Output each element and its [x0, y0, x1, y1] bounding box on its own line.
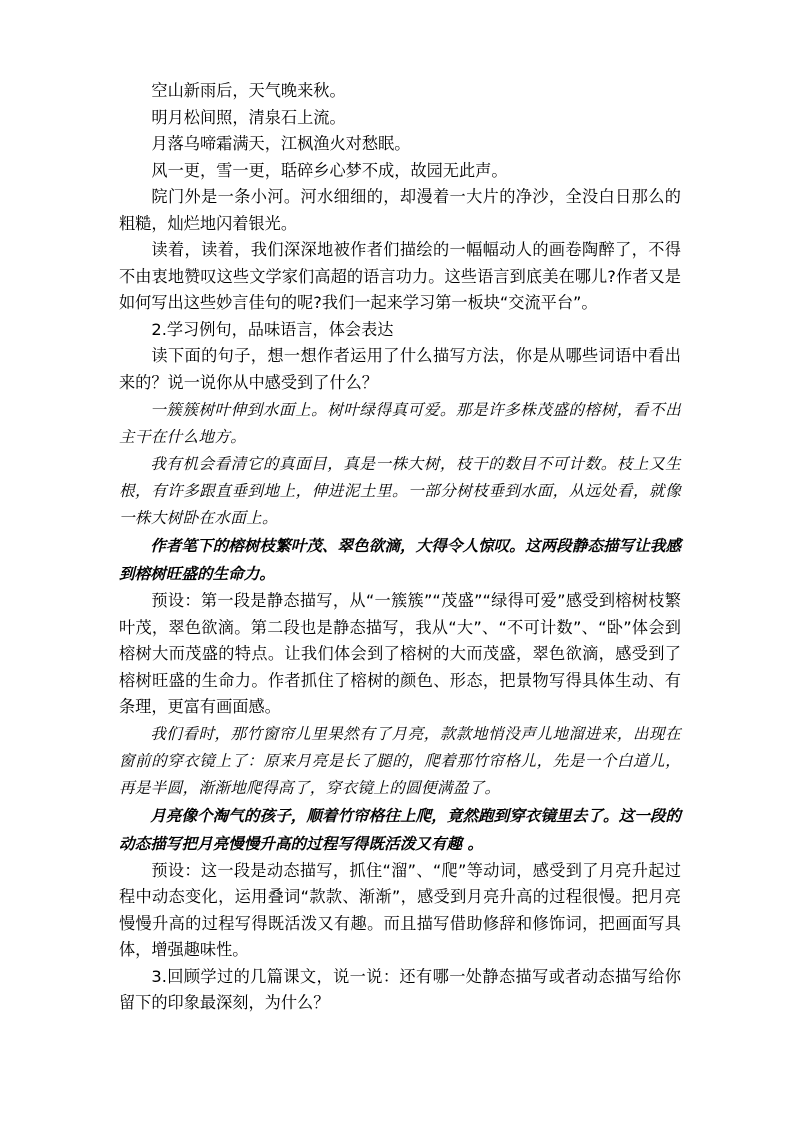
- intro-paragraph: 读着，读着，我们深深地被作者们描绘的一幅幅动人的画卷陶醉了，不得不由衷地赞叹这些文学家们高超的语言功力。这些语言到底美在哪儿?作者又是如何写出这些妙言佳句的呢?我们一起来学习第一板块“交流平台”。: [119, 240, 681, 312]
- bold-summary-moon: 月亮像个淘气的孩子，顺着竹帘格往上爬，竟然跑到穿衣镜里去了。这一段的动态描写把月亮慢慢升高的过程写得既活泼又有趣 。: [119, 805, 681, 853]
- section-heading-3: 3.回顾学过的几篇课文，说一说：还有哪一处静态描写或者动态描写给你留下的印象最深刻，为什么？: [119, 966, 681, 1012]
- example-quote-banyan-1: 一簇簇树叶伸到水面上。树叶绿得真可爱。那是许多株茂盛的榕树，看不出主干在什么地方。: [119, 401, 681, 446]
- preset-answer-moon: 预设：这一段是动态描写，抓住“溜”、“爬”等动词，感受到了月亮升起过程中动态变化，运用叠词“款款、渐渐”，感受到月亮升高的过程很慢。把月亮慢慢升高的过程写得既活泼又有趣。而且描写借助修辞和修饰词，把画面写具体，增强趣味性。: [119, 860, 681, 959]
- prose-excerpt: 院门外是一条小河。河水细细的，却漫着一大片的净沙，全没白日那么的粗糙，灿烂地闪着银光。: [119, 187, 681, 233]
- example-quote-moon: 我们看时，那竹窗帘儿里果然有了月亮，款款地悄没声儿地溜进来，出现在窗前的穿衣镜上了：原来月亮是长了腿的，爬着那竹帘格儿，先是一个白道儿，再是半圆，渐渐地爬得高了，穿衣镜上的圆便满盈了。: [119, 724, 681, 797]
- poem-line-2: 明月松间照，清泉石上流。: [151, 107, 346, 127]
- preset-answer-banyan: 预设：第一段是静态描写，从“一簇簇”“茂盛”“绿得可爱”感受到榕树枝繁叶茂，翠色欲滴。第二段也是静态描写，我从“大”、“不可计数”、“卧”体会到榕树大而茂盛的特点。让我们体会到了榕树的大而茂盛，翠色欲滴，感受到了榕树旺盛的生命力。作者抓住了榕树的颜色、形态，把景物写得具体生动、有条理，更富有画面感。: [119, 591, 681, 716]
- bold-summary-banyan: 作者笔下的榕树枝繁叶茂、翠色欲滴，大得令人惊叹。这两段静态描写让我感到榕树旺盛的生命力。: [119, 536, 681, 583]
- section-heading-2: 2.学习例句，品味语言，体会表达: [151, 319, 394, 339]
- document-body: [119, 78, 681, 1017]
- poem-line-1: 空山新雨后，天气晚来秋。: [151, 81, 346, 100]
- instruction-paragraph: 读下面的句子，想一想作者运用了什么描写方法，你是从哪些词语中看出来的？说一说你从中感受到了什么？: [119, 346, 681, 392]
- poem-line-4: 风一更，雪一更，聒碎乡心梦不成，故园无此声。: [151, 160, 508, 180]
- poem-line-3: 月落乌啼霜满天，江枫渔火对愁眠。: [151, 134, 411, 153]
- example-quote-banyan-2: 我有机会看清它的真面目，真是一株大树，枝干的数目不可计数。枝上又生根，有许多跟直垂到地上，伸进泥土里。一部分树枝垂到水面，从远处看，就像一株大树卧在水面上。: [119, 455, 681, 527]
